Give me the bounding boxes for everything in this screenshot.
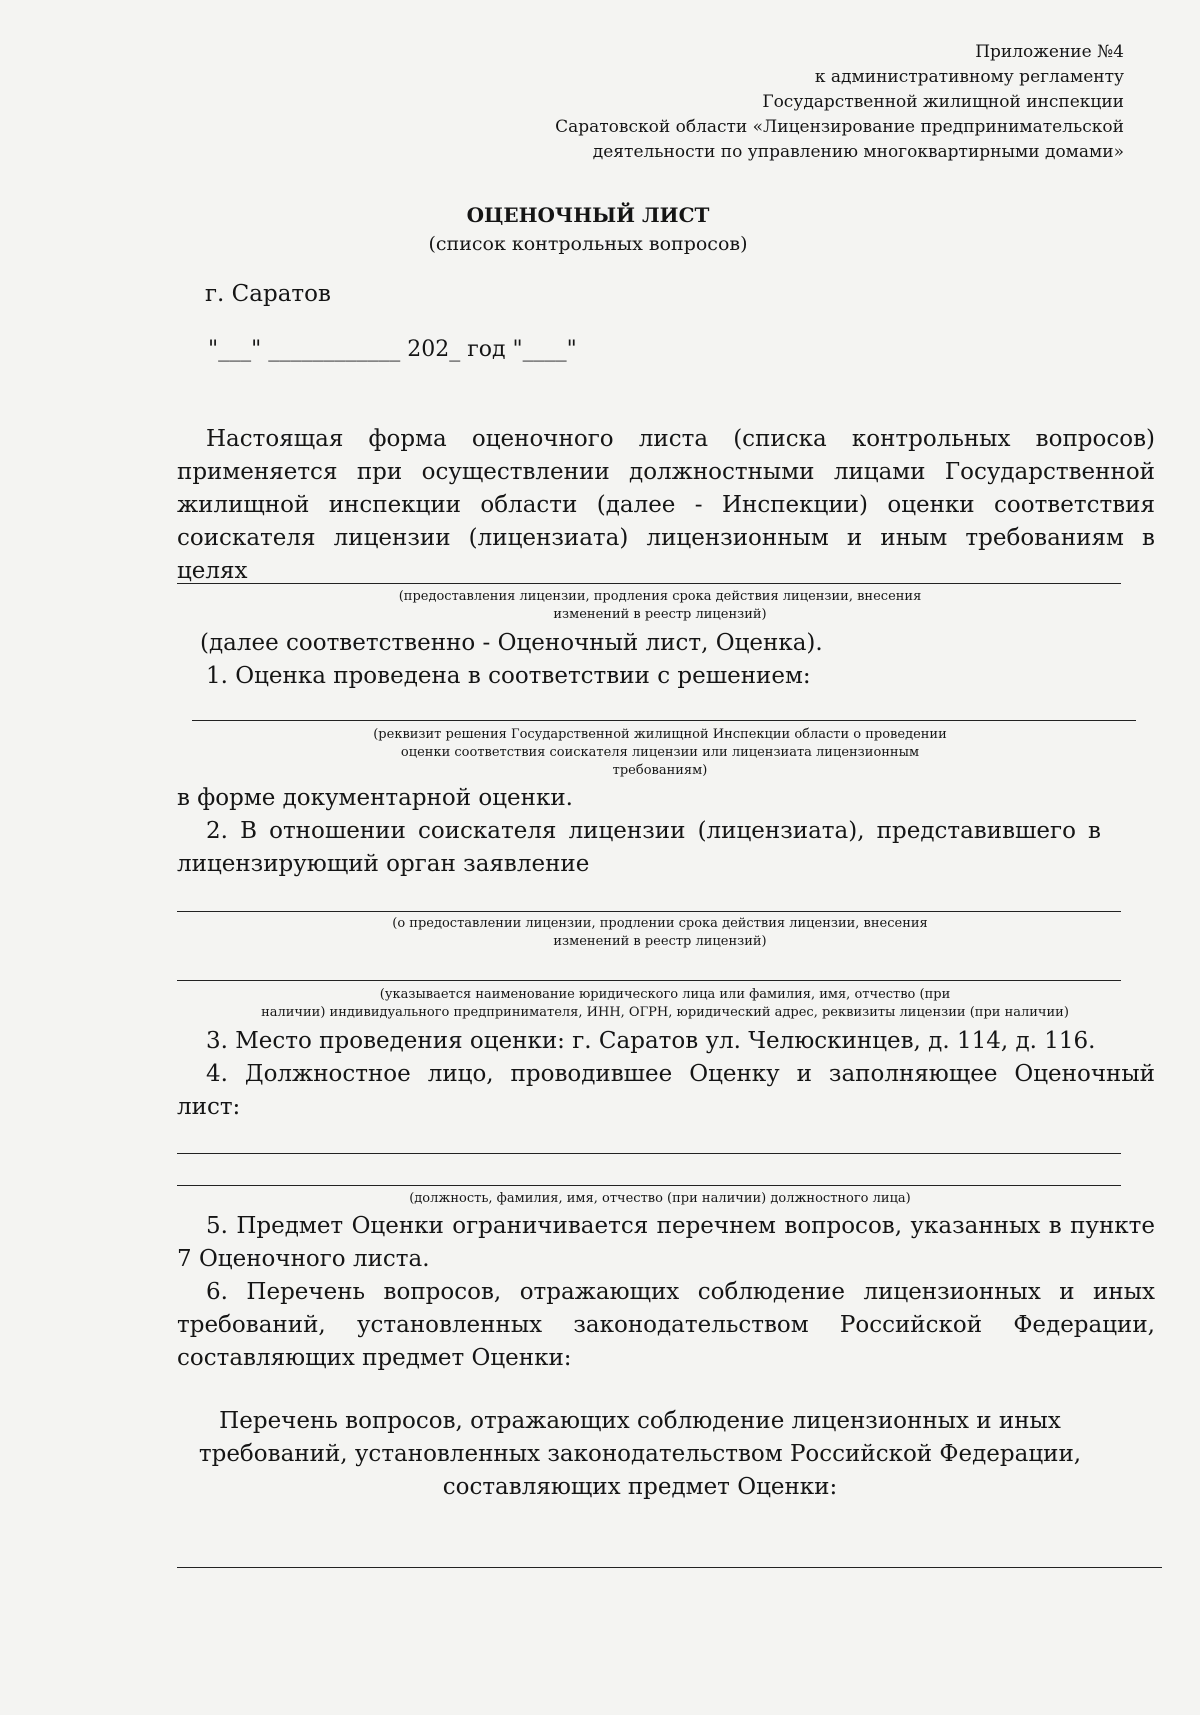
note-line: требованиям) xyxy=(612,763,708,778)
document-form-text: в форме документарной оценки. xyxy=(177,785,573,811)
fill-line xyxy=(177,980,1121,981)
note-line: изменений в реестр лицензий) xyxy=(553,934,767,949)
appendix-header xyxy=(484,40,1124,165)
field-note: (должность, фамилия, имя, отчество (при наличии) должностного лица) xyxy=(409,1191,911,1206)
intro-paragraph: Настоящая форма оценочного листа (списка контрольных вопросов) применяется при осуществлении должностными лицами Государственной жилищной инспекции области (далее - Инспекции) оценки соответствия соискателя лицензии (лицензиата) лицензионным и иным требованиям в целях xyxy=(177,426,1155,584)
item-1: 1. Оценка проведена в соответствии с решением: xyxy=(206,663,811,689)
fill-line xyxy=(192,720,1136,721)
item-2: 2. В отношении соискателя лицензии (лицензиата), представившего в лицензирующий орган заявление xyxy=(177,818,1101,877)
fill-line xyxy=(177,583,1121,584)
field-note xyxy=(360,588,960,624)
document-subtitle: (список контрольных вопросов) xyxy=(428,233,748,255)
note-line: (предоставления лицензии, продления срока действия лицензии, внесения xyxy=(398,589,922,604)
note-line: оценки соответствия соискателя лицензии или лицензиата лицензионным xyxy=(400,745,920,760)
header-line: деятельности по управлению многоквартирными домами» xyxy=(592,142,1124,162)
fill-line xyxy=(177,1153,1121,1154)
item-4: 4. Должностное лицо, проводившее Оценку и заполняющее Оценочный лист: xyxy=(177,1061,1155,1120)
header-line: Государственной жилищной инспекции xyxy=(762,92,1124,112)
note-line: (реквизит решения Государственной жилищной Инспекции области о проведении xyxy=(373,727,947,742)
item-6: 6. Перечень вопросов, отражающих соблюдение лицензионных и иных требований, установленных законодательством Российской Федерации, составляющих предмет Оценки: xyxy=(177,1279,1155,1371)
questions-heading: Перечень вопросов, отражающих соблюдение лицензионных и иных требований, установленных законодательством Российской Федерации, составляющих предмет Оценки: xyxy=(198,1408,1082,1500)
header-line: к административному регламенту xyxy=(814,67,1124,87)
table-top-line xyxy=(177,1567,1162,1568)
note-line: изменений в реестр лицензий) xyxy=(553,607,767,622)
date-line: "___" ____________ 202_ год "____" xyxy=(208,337,577,362)
note-line: (указывается наименование юридического лица или фамилия, имя, отчество (при xyxy=(379,987,951,1002)
note-line: наличии) индивидуального предпринимателя, ИНН, ОГРН, юридический адрес, реквизиты лицензии (при наличии) xyxy=(261,1005,1069,1020)
note-line: (о предоставлении лицензии, продлении срока действия лицензии, внесения xyxy=(392,916,928,931)
field-note xyxy=(340,726,980,780)
item-5: 5. Предмет Оценки ограничивается перечнем вопросов, указанных в пункте 7 Оценочного листа. xyxy=(177,1213,1155,1272)
header-line: Приложение №4 xyxy=(975,42,1124,62)
item-3: 3. Место проведения оценки: г. Саратов ул. Челюскинцев, д. 114, д. 116. xyxy=(206,1028,1096,1054)
city-label: г. Саратов xyxy=(205,281,331,307)
fill-line xyxy=(177,911,1121,912)
fill-line xyxy=(177,1185,1121,1186)
field-note xyxy=(360,915,960,951)
field-note xyxy=(230,986,1100,1022)
document-title: ОЦЕНОЧНЫЙ ЛИСТ xyxy=(466,203,710,227)
further-text: (далее соответственно - Оценочный лист, Оценка). xyxy=(200,630,823,656)
header-line: Саратовской области «Лицензирование предпринимательской xyxy=(555,117,1124,137)
